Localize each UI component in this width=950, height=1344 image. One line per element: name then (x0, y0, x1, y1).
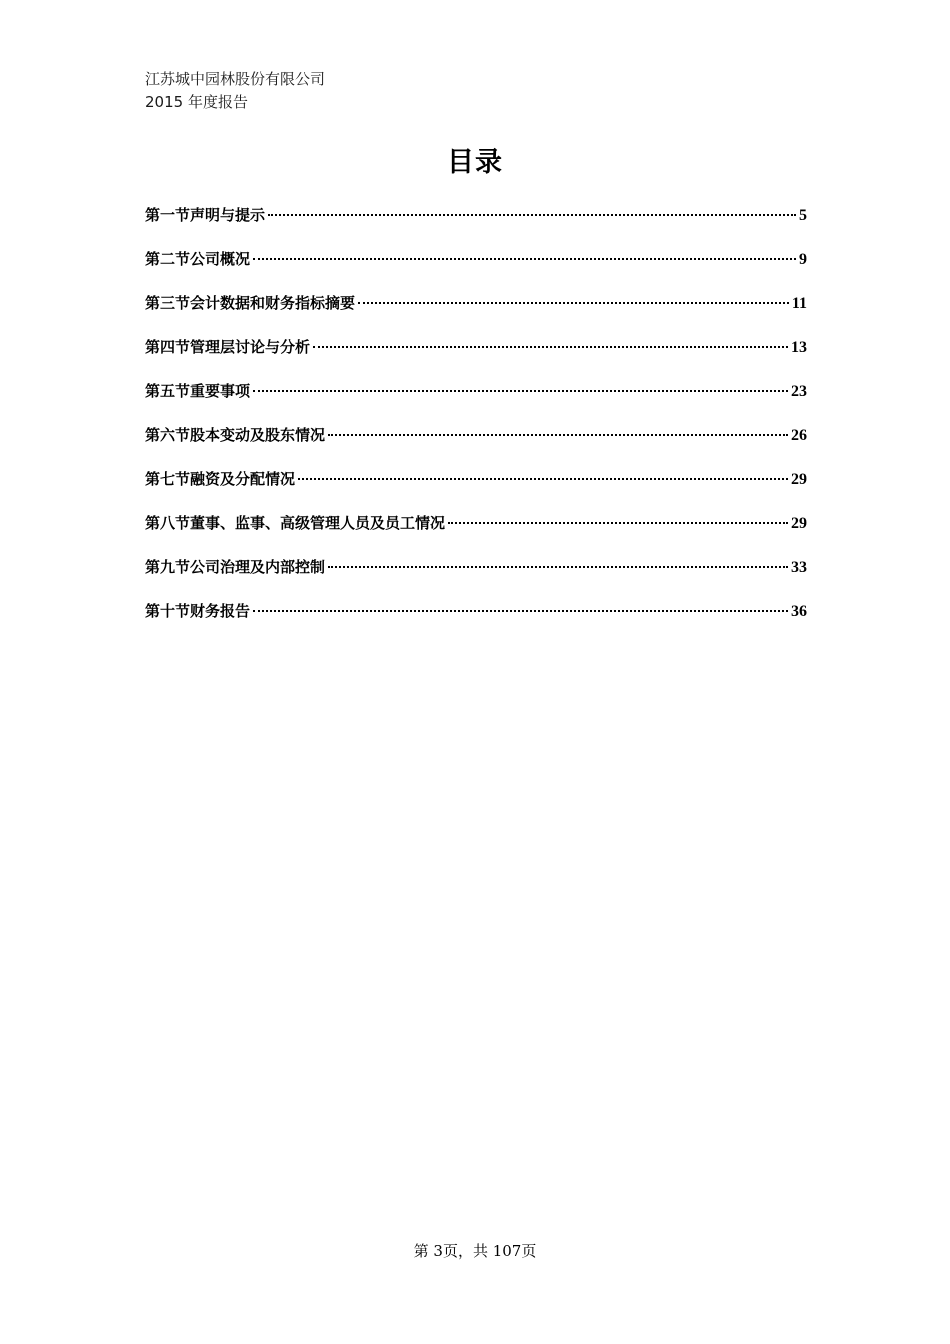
toc-entry-label: 第十节财务报告 (145, 602, 251, 620)
toc-entry-label: 第五节重要事项 (145, 382, 251, 400)
toc-entry-section-6[interactable] (145, 424, 807, 468)
toc-entry-page-number: 29 (791, 471, 807, 488)
toc-dot-leader (253, 390, 788, 392)
toc-entry-page-number: 9 (799, 251, 807, 268)
toc-entry-label: 第七节融资及分配情况 (145, 470, 296, 488)
toc-entry-page-number: 26 (791, 427, 807, 444)
toc-entry-label: 第三节会计数据和财务指标摘要 (145, 294, 356, 312)
toc-entry-label: 第六节股本变动及股东情况 (145, 426, 326, 444)
toc-dot-leader (253, 258, 796, 260)
toc-entry-page-number: 11 (791, 295, 807, 312)
toc-entry-label: 第八节董事、监事、高级管理人员及员工情况 (145, 514, 446, 532)
toc-dot-leader (358, 302, 789, 304)
toc-entry-page-number: 23 (791, 383, 807, 400)
toc-entry-section-3[interactable] (145, 292, 807, 336)
page-header (145, 68, 325, 114)
toc-title: 目录 (447, 147, 503, 178)
page-footer-indicator: 第 3页，共 107页 (413, 1242, 537, 1260)
toc-dot-leader (448, 522, 788, 524)
table-of-contents (145, 204, 807, 644)
toc-entry-section-2[interactable] (145, 248, 807, 292)
toc-entry-section-4[interactable] (145, 336, 807, 380)
header-report-title: 2015 年度报告 (145, 93, 248, 111)
header-company-name: 江苏城中园林股份有限公司 (145, 70, 326, 88)
toc-dot-leader (328, 434, 788, 436)
toc-entry-section-10[interactable] (145, 600, 807, 644)
toc-entry-page-number: 36 (791, 603, 807, 620)
toc-entry-section-1[interactable] (145, 204, 807, 248)
toc-entry-label: 第九节公司治理及内部控制 (145, 558, 326, 576)
toc-dot-leader (313, 346, 788, 348)
toc-entry-section-8[interactable] (145, 512, 807, 556)
toc-dot-leader (253, 610, 788, 612)
toc-dot-leader (328, 566, 788, 568)
toc-entry-label: 第二节公司概况 (145, 250, 251, 268)
toc-dot-leader (268, 214, 796, 216)
toc-entry-section-9[interactable] (145, 556, 807, 600)
toc-entry-label: 第一节声明与提示 (145, 206, 266, 224)
toc-entry-page-number: 29 (791, 515, 807, 532)
toc-entry-section-7[interactable] (145, 468, 807, 512)
toc-entry-section-5[interactable] (145, 380, 807, 424)
toc-entry-label: 第四节管理层讨论与分析 (145, 338, 311, 356)
toc-dot-leader (298, 478, 788, 480)
toc-entry-page-number: 33 (791, 559, 807, 576)
toc-entry-page-number: 13 (791, 339, 807, 356)
toc-entry-page-number: 5 (799, 207, 807, 224)
